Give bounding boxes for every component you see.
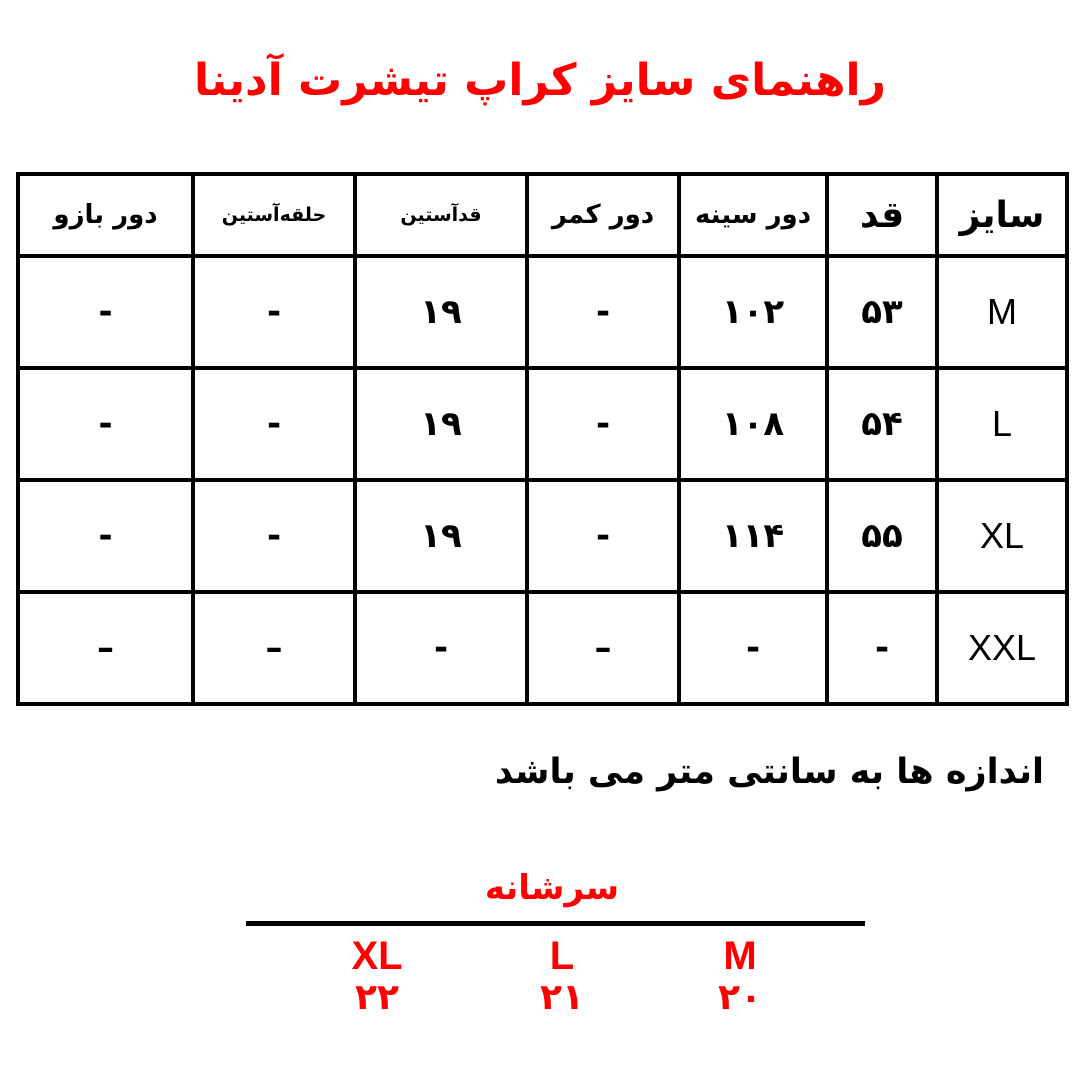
table-header-row — [18, 174, 1067, 256]
header-length: قد — [827, 174, 937, 256]
cell-sleeve-length: ۱۹ — [355, 368, 527, 480]
cell-length: ۵۴ — [827, 368, 937, 480]
cell-armhole: - — [193, 480, 355, 592]
cell-waist: - — [527, 256, 679, 368]
cell-chest: ۱۰۸ — [679, 368, 827, 480]
cell-size: L — [937, 368, 1067, 480]
size-table — [16, 172, 1069, 706]
shoulder-title: سرشانه — [484, 868, 620, 908]
table-row — [18, 592, 1067, 704]
shoulder-value: ۲۱ — [540, 977, 584, 1018]
cell-waist: - — [527, 480, 679, 592]
header-sleeve-length: قدآستین — [355, 174, 527, 256]
cell-armhole: – — [193, 592, 355, 704]
cell-length: ۵۵ — [827, 480, 937, 592]
cell-armhole: - — [193, 368, 355, 480]
cell-length: ۵۳ — [827, 256, 937, 368]
cell-chest: ۱۰۲ — [679, 256, 827, 368]
cell-arm: - — [18, 480, 193, 592]
table-row — [18, 368, 1067, 480]
shoulder-divider — [246, 921, 865, 926]
cell-size: XXL — [937, 592, 1067, 704]
cell-arm: – — [18, 592, 193, 704]
cell-sleeve-length: ۱۹ — [355, 480, 527, 592]
cell-armhole: - — [193, 256, 355, 368]
header-waist: دور کمر — [527, 174, 679, 256]
shoulder-item-m — [680, 934, 800, 1018]
cell-length: - — [827, 592, 937, 704]
page-title: راهنمای سایز کراپ تیشرت آدینا — [194, 55, 886, 106]
shoulder-value: ۲۰ — [718, 977, 762, 1018]
units-note: اندازه ها به سانتی متر می باشد — [494, 752, 1044, 792]
header-arm: دور بازو — [18, 174, 193, 256]
cell-chest: ۱۱۴ — [679, 480, 827, 592]
cell-waist: - — [527, 368, 679, 480]
shoulder-size-label: XL — [351, 934, 403, 978]
cell-size: M — [937, 256, 1067, 368]
table-row — [18, 256, 1067, 368]
table-row — [18, 480, 1067, 592]
shoulder-item-l — [502, 934, 622, 1018]
cell-waist: – — [527, 592, 679, 704]
header-size: سایز — [937, 174, 1067, 256]
cell-chest: - — [679, 592, 827, 704]
shoulder-size-label: M — [723, 934, 757, 978]
header-armhole: حلقه‌آستین — [193, 174, 355, 256]
shoulder-item-xl — [317, 934, 437, 1018]
header-chest: دور سینه — [679, 174, 827, 256]
cell-size: XL — [937, 480, 1067, 592]
shoulder-size-label: L — [549, 934, 575, 978]
cell-sleeve-length: ۱۹ — [355, 256, 527, 368]
cell-sleeve-length: - — [355, 592, 527, 704]
cell-arm: - — [18, 368, 193, 480]
cell-arm: - — [18, 256, 193, 368]
shoulder-value: ۲۲ — [355, 977, 399, 1018]
